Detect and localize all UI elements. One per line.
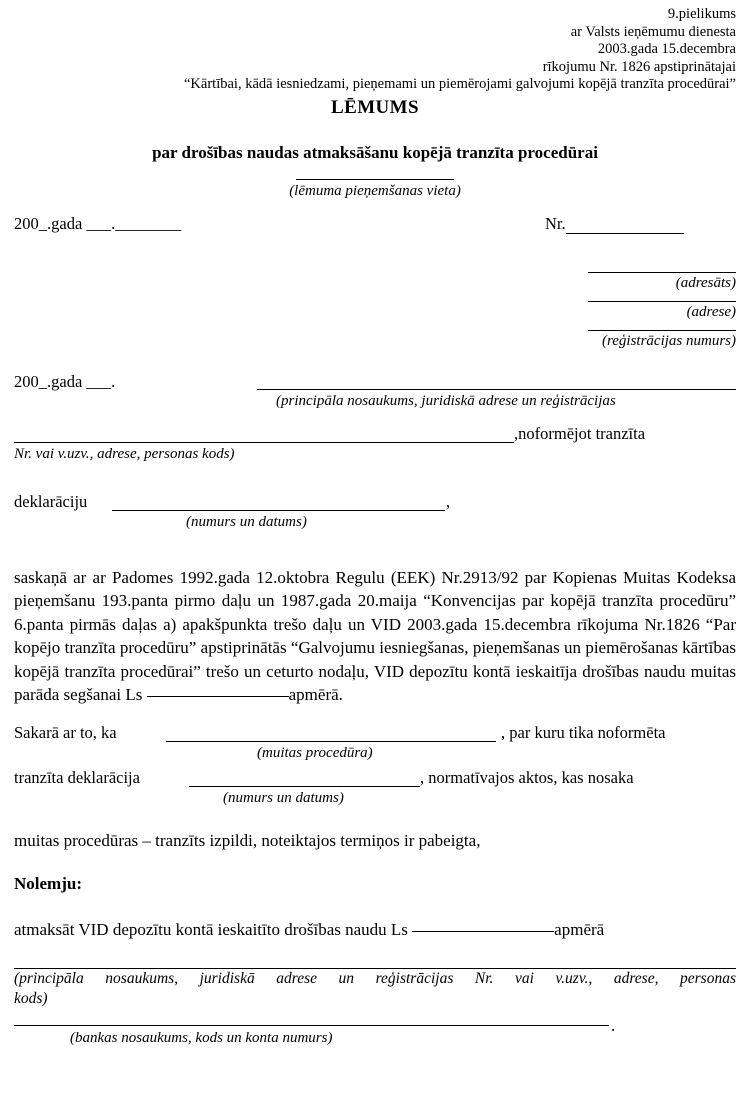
reason-line2-prefix: tranzīta deklarācija [14, 767, 140, 787]
legal-paragraph [14, 566, 736, 707]
principal-date-field[interactable]: 200_.gada ___. [14, 371, 116, 391]
security-amount-field[interactable] [147, 696, 289, 697]
addressee-name-field[interactable] [588, 272, 736, 273]
reason-line3: muitas procedūras – tranzīts izpildi, noteiktajos termiņos ir pabeigta, [14, 830, 481, 850]
principal-name-caption: (principāla nosaukums, juridiskā adrese un reģistrācijas [276, 392, 616, 409]
addressee-block [14, 272, 736, 350]
principal-details-caption: Nr. vai v.uzv., adrese, personas kods) [14, 445, 235, 462]
reason-block [14, 723, 736, 816]
header-line-1: 9.pielikums [667, 6, 736, 22]
payout-line [14, 920, 736, 946]
page-subtitle: par drošības naudas atmaksāšanu kopējā tranzīta procedūrai [152, 142, 598, 162]
customs-procedure-field[interactable] [166, 741, 496, 742]
footer-principal-caption-line1: (principāla nosaukums, juridiskā adrese un reģistrācijas Nr. vai v.uzv., adrese, personas [14, 969, 736, 987]
date-number-row [14, 214, 736, 240]
header-line-3: 2003.gada 15.decembra [597, 41, 736, 57]
footer-bank-caption: (bankas nosaukums, kods un konta numurs) [70, 1029, 333, 1046]
payout-amount-field[interactable] [412, 931, 554, 932]
header-block [14, 0, 736, 94]
addressee-address-field[interactable] [588, 301, 736, 302]
transit-declaration-field[interactable] [189, 786, 420, 787]
decision-number-label: Nr. [545, 213, 566, 233]
transit-declaration-caption: (numurs un datums) [223, 789, 344, 806]
header-line-4: rīkojumu Nr. 1826 apstiprinātajai [542, 58, 736, 75]
legal-paragraph-part2: apmērā. [288, 685, 343, 704]
principal-name-field[interactable] [257, 389, 736, 390]
reason-line1-prefix: Sakarā ar to, ka [14, 722, 117, 742]
principal-block [14, 372, 736, 468]
header-line-2: ar Valsts ieņēmumu dienesta [570, 23, 736, 40]
page-title: LĒMUMS [331, 96, 419, 118]
place-of-decision-field[interactable] [296, 179, 454, 180]
addressee-regnum-field[interactable] [588, 330, 736, 331]
reason-line1-suffix: , par kuru tika noformēta [501, 722, 666, 742]
addressee-address-caption: (adrese) [686, 303, 736, 320]
document-sheet [14, 0, 736, 1098]
principal-details-field[interactable] [14, 442, 514, 443]
payout-prefix: atmaksāt VID depozītu kontā ieskaitīto drošības naudu Ls [14, 919, 408, 939]
decision-date-field[interactable]: 200_.gada ___.________ [14, 213, 182, 233]
place-of-decision-caption: (lēmuma pieņemšanas vieta) [289, 182, 461, 199]
footer-principal-caption-line2: kods) [14, 989, 48, 1007]
declaration-caption: (numurs un datums) [186, 513, 307, 530]
legal-paragraph-part1: saskaņā ar ar Padomes 1992.gada 12.oktobra Regulu (EEK) Nr.2913/92 par Kopienas Muitas Kodeksa pieņemšanu 193.panta pirmo daļu un 1987.gada 20.maija “Konvencijas par kopējā tranzīta procedūru” 6.panta pirmās daļas a) apakšpunkta trešo daļu un VID 2003.gada 15.decembra rīkojuma Nr.1826 “Par kopējo tranzīta procedūru” apstiprinātās “Galvojumu iesniegšanas, pieņemšanas un piemērošanas kārtības kopējā tranzīta procedūrai” trešo un ceturto nodaļu, VID depozītu kontā ieskaitīja drošības naudu muitas parāda segšanai Ls [14, 567, 736, 704]
declaration-number-field[interactable] [112, 510, 445, 511]
addressee-name-caption: (adresāts) [675, 274, 736, 291]
reason-line2-suffix: , normatīvajos aktos, kas nosaka [420, 767, 634, 787]
footer-principal-caption [14, 969, 736, 1009]
declaration-block [14, 492, 736, 538]
addressee-name-row [14, 272, 736, 292]
decision-number-group [545, 214, 684, 234]
decision-heading: Nolemju: [14, 873, 82, 893]
addressee-regnum-caption: (reģistrācijas numurs) [601, 332, 736, 349]
header-line-5: “Kārtībai, kādā iesniedzami, pieņemami un piemērojami galvojumi kopējā tranzīta procedūrai” [184, 76, 736, 92]
declaration-comma: , [446, 491, 451, 511]
declaration-label: deklarāciju [14, 491, 88, 511]
place-of-decision-group [14, 179, 736, 200]
addressee-address-row [14, 301, 736, 321]
addressee-regnum-row [14, 330, 736, 350]
footer-bank-field[interactable] [14, 1015, 616, 1035]
footer-period: . [611, 1015, 616, 1035]
customs-procedure-caption: (muitas procedūra) [257, 744, 373, 761]
payout-suffix: apmērā [554, 919, 605, 939]
principal-tail-text: ,noformējot tranzīta [514, 423, 646, 443]
decision-number-field[interactable] [566, 233, 684, 234]
